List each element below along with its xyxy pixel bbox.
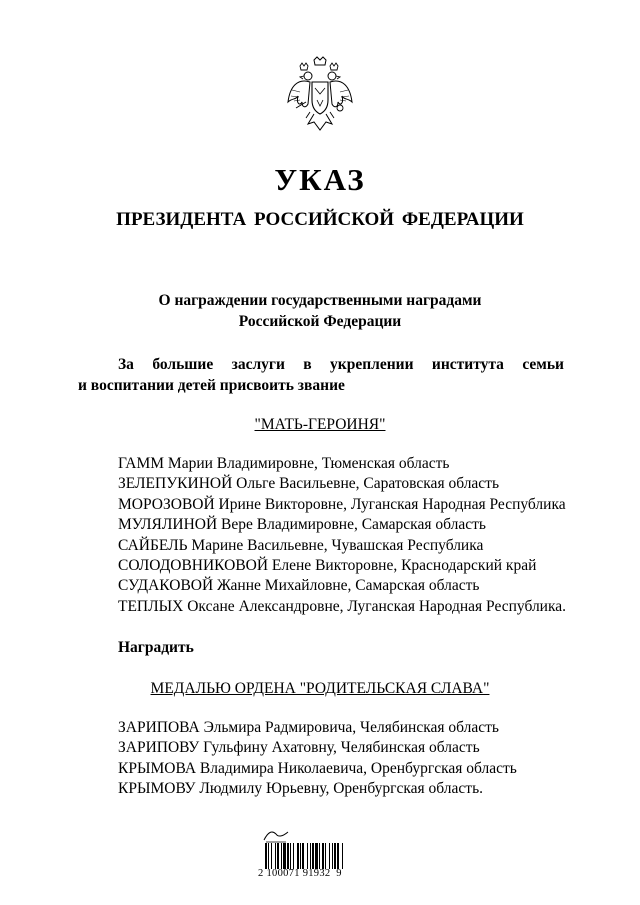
recipient-list-parental-glory-medal [118, 718, 578, 800]
intro-word: семьи [522, 356, 564, 373]
list-item: КРЫМОВУ Людмилу Юрьевну, Оренбургская область. [118, 780, 484, 798]
list-item: ГАММ Марии Владимировне, Тюменская область [118, 455, 450, 472]
intro-word: заслуги [231, 356, 285, 373]
coat-of-arms-emblem-icon [284, 56, 356, 136]
intro-paragraph [78, 354, 564, 396]
decree-subject-line-2: Российской Федерации [238, 313, 402, 330]
intro-line-2: и воспитании детей присвоить звание [78, 377, 345, 394]
intro-line-1 [78, 354, 564, 375]
list-item: МУЛЯЛИНОЙ Вере Владимировне, Самарская область [118, 516, 486, 534]
intro-word: большие [152, 356, 214, 373]
list-item: СУДАКОВОЙ Жанне Михайловне, Самарская область [118, 577, 480, 595]
intro-word: в [303, 356, 312, 373]
list-item: САЙБЕЛЬ Марине Васильевне, Чувашская Республика [118, 536, 484, 554]
award-title-mother-heroine: "МАТЬ-ГЕРОИНЯ" [254, 416, 386, 433]
reward-heading: Наградить [118, 639, 194, 656]
list-item: ЗАРИПОВУ Гульфину Ахатовну, Челябинская область [118, 739, 480, 757]
list-item: КРЫМОВА Владимира Николаевича, Оренбургская область [118, 759, 517, 777]
list-item: СОЛОДОВНИКОВОЙ Елене Викторовне, Краснодарский край [118, 557, 537, 575]
list-item: ЗЕЛЕПУКИНОЙ Ольге Васильевне, Саратовская область [118, 475, 500, 493]
decree-subject [0, 290, 640, 332]
document-title: УКАЗ [274, 162, 366, 197]
list-item: ТЕПЛЫХ Оксане Александровне, Луганская Народная Республика. [118, 597, 567, 615]
list-item: МОРОЗОВОЙ Ирине Викторовне, Луганская Народная Республика [118, 495, 566, 513]
registration-stamp-mark-icon [262, 828, 290, 844]
document-subtitle: ПРЕЗИДЕНТА РОССИЙСКОЙ ФЕДЕРАЦИИ [116, 209, 524, 230]
intro-word: укреплении [330, 356, 414, 373]
intro-word: За [118, 356, 134, 373]
award-title-parental-glory-medal: МЕДАЛЬЮ ОРДЕНА "РОДИТЕЛЬСКАЯ СЛАВА" [150, 680, 490, 697]
barcode-number: 2 100071 91932 9 [258, 868, 342, 879]
intro-word: института [431, 356, 504, 373]
list-item: ЗАРИПОВА Эльмира Радмировича, Челябинская область [118, 719, 499, 736]
decree-subject-line-1: О награждении государственными наградами [158, 292, 482, 309]
recipient-list-mother-heroine [118, 454, 578, 617]
